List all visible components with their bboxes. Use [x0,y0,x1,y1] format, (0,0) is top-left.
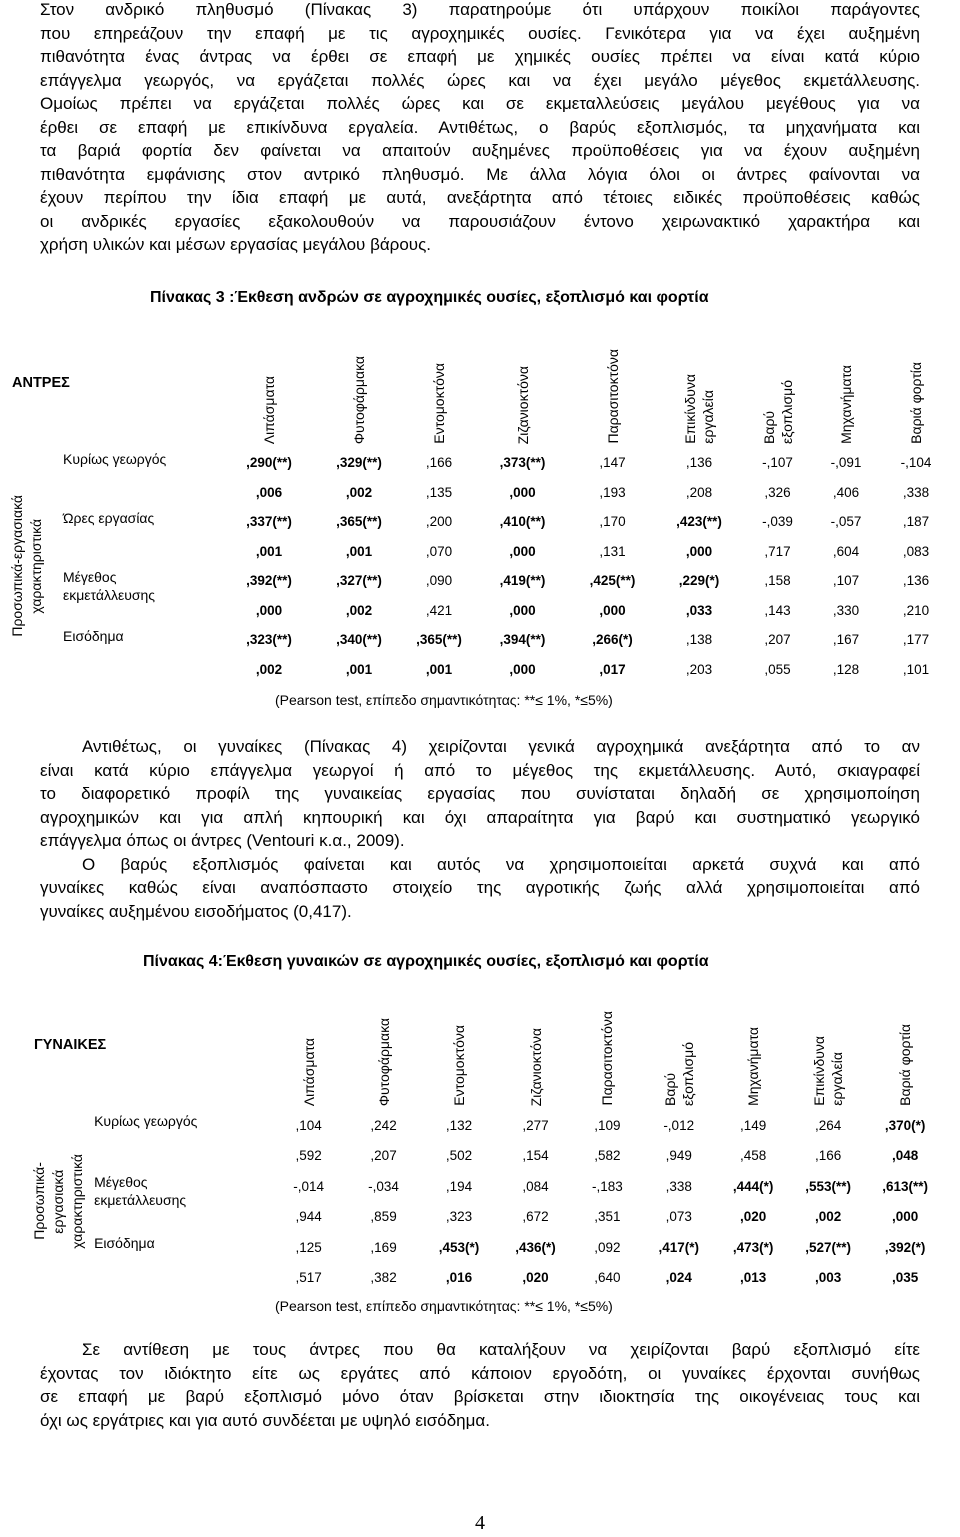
table4-note: (Pearson test, επίπεδο σημαντικότητας: **≤ 1%, *≤5%) [275,1298,613,1314]
correlation-cell: ,107 [832,573,860,589]
significance-cell: ,143 [764,602,791,618]
column-header-label: Εντομοκτόνα [451,1025,468,1106]
paragraph-line: Ο βαρύς εξοπλισμός φαίνεται και αυτός να χρησιμοποιείται αρκετά συχνά και από [82,854,920,874]
column-header [420,980,499,1110]
significance-cell: ,131 [599,543,626,559]
significance-cell: ,193 [599,484,626,500]
significance-cell: ,020 [740,1209,767,1225]
column-header [791,980,865,1110]
correlation-cell: ,444(*) [732,1178,774,1194]
significance-cell: ,326 [764,484,791,500]
significance-cell: ,101 [902,661,930,677]
correlation-cell: ,242 [370,1117,397,1133]
correlation-cell: ,419(**) [499,573,546,589]
correlation-cell: ,090 [425,573,453,589]
significance-cell: ,382 [370,1270,397,1286]
column-header [347,980,419,1110]
row-label-line: Κυρίως γεωργός [63,451,167,467]
paragraph-line: πιθανότητα ένας άντρας να έρθει σε επαφή με χημικές ουσίες πρέπει να είναι κατά κύριο [40,47,920,66]
row-group-label [30,1110,94,1293]
significance-cell: ,640 [594,1270,621,1286]
table-row [30,1232,945,1263]
significance-cell: ,582 [594,1148,621,1164]
column-header [475,318,570,448]
paragraph-line: τα βαριά φορτία δεν φαίνεται να απαιτούν αυξημένες προϋποθέσεις για να έχουν αυξημένη [40,141,920,160]
significance-cell: ,502 [445,1148,473,1164]
paragraph-line: που επηρεάζουν την επαφή με τις αγροχημικές ουσίες. Γενικότερα για να έχει αυξημένη [40,23,920,43]
correlation-cell: ,423(**) [676,514,722,530]
significance-cell: ,001 [425,661,453,677]
row-group-label-line: εργασιακά [50,1169,66,1234]
table3 [8,318,952,684]
row-label-line: Εισόδημα [94,1235,155,1251]
paragraph-line: έχοντας τον ιδιόκτητο είτε ως εργάτες από κάποιον εργοδότη, οι γυναίκες έρχονται συνήθως [40,1363,920,1383]
significance-cell: ,000 [509,661,536,677]
correlation-cell: ,092 [594,1239,621,1255]
correlation-cell: ,207 [764,632,791,648]
paragraph-line: πιθανότητα εμφάνισης στον αντρικό πληθυσμό. Με άλλα λόγια όλοι οι άντρες φαίνονται να [40,164,920,184]
row-label-line: εκμετάλλευσης [63,587,156,603]
significance-cell: ,013 [740,1270,767,1286]
correlation-cell: ,187 [902,514,930,530]
correlation-cell: ,613(**) [882,1178,929,1194]
column-header-line: εργαλεία [829,1052,846,1106]
paragraph-line: έρθει σε επαφή με επικίνδυνα εργαλεία. Αντιθέτως, ο βαρύς εξοπλισμός, τα μηχανήματα και [40,117,920,137]
table-header-row [8,318,952,448]
column-header-label: Παρασιτοκτόνα [599,1011,616,1106]
column-header [655,318,743,448]
column-header-label [810,1036,846,1106]
column-header-line: Επικίνδυνα [682,374,699,444]
column-header-label [681,374,717,444]
significance-cell: ,135 [425,484,453,500]
correlation-cell: ,394(**) [499,632,546,648]
paragraph-line: επάγγελμα όπως οι άντρες (Ventouri κ.α., 2009). [40,831,405,850]
significance-cell: ,210 [902,602,930,618]
column-header [880,318,952,448]
correlation-cell: ,436(*) [515,1239,556,1255]
significance-cell: ,949 [665,1148,692,1164]
table-row [30,1110,945,1141]
table4 [30,980,945,1293]
significance-cell: ,017 [599,661,626,677]
significance-cell: ,330 [832,602,860,618]
table3-caption: Πίνακας 3 :Έκθεση ανδρών σε αγροχημικές ουσίες, εξοπλισμό και φορτία [150,289,709,306]
correlation-cell: ,264 [814,1117,842,1133]
column-header-label: Φυτοφάρμακα [375,1017,392,1106]
correlation-cell: ,177 [902,632,930,648]
column-header [498,980,572,1110]
column-header [315,318,403,448]
significance-cell: ,421 [425,602,453,618]
correlation-cell: -,057 [830,514,862,530]
correlation-cell: -,107 [762,455,793,471]
significance-cell: ,070 [425,543,453,559]
significance-cell: ,859 [370,1209,397,1225]
significance-cell: ,208 [685,484,713,500]
correlation-cell: ,109 [594,1117,621,1133]
significance-cell: ,002 [345,602,373,618]
correlation-cell: ,453(*) [438,1239,480,1255]
paragraph-conclusion [40,1338,920,1432]
column-header-line: Βαρύ [661,1072,678,1106]
paragraph-line: Στον ανδρικό πληθυσμό (Πίνακας 3) παρατηρούμε ότι υπάρχουν ποικίλοι παράγοντες [40,0,920,19]
paragraph-women [40,735,920,923]
significance-cell: ,128 [832,661,860,677]
column-header-label: Φυτοφάρμακα [351,355,368,444]
significance-cell: ,001 [255,543,283,559]
correlation-cell: -,183 [591,1178,623,1194]
column-header-label: Μηχανήματα [838,365,855,444]
column-header-label: Ζιζανιοκτόνα [527,1027,544,1106]
column-header [865,980,945,1110]
correlation-cell: -,014 [293,1178,325,1194]
significance-cell: ,083 [902,543,930,559]
column-header-line: Επικίνδυνα [811,1036,828,1106]
significance-cell: ,166 [814,1148,842,1164]
correlation-cell: ,200 [425,514,453,530]
correlation-cell: ,266(*) [592,632,633,648]
significance-cell: ,672 [522,1209,549,1225]
row-label-line: Ώρες εργασίας [63,510,155,526]
correlation-cell: -,104 [900,455,932,471]
column-header [743,318,812,448]
significance-cell: ,944 [295,1209,322,1225]
significance-cell: ,338 [902,484,930,500]
paragraph-line: Ομοίως πρέπει να εργάζεται πολλές ώρες και σε εκμεταλλεύσεις μεγάλου μεγέθους για να [40,94,920,113]
table-row [8,507,952,537]
correlation-cell: ,373(**) [499,455,546,471]
significance-cell: ,351 [594,1209,621,1225]
significance-cell: ,517 [295,1270,322,1286]
significance-cell: ,002 [345,484,373,500]
significance-cell: ,001 [345,661,373,677]
row-label-line: Μέγεθος [94,1174,148,1190]
correlation-cell: ,158 [764,573,791,589]
correlation-cell: ,147 [599,455,626,471]
column-header-label: Βαριά φορτία [897,1024,914,1106]
correlation-cell: ,340(**) [336,632,382,648]
correlation-cell: ,138 [685,632,713,648]
column-header [570,318,655,448]
significance-cell: ,000 [255,602,283,618]
correlation-cell: ,553(**) [805,1178,851,1194]
row-label [63,507,223,566]
paragraph-line: οι ανδρικές εργασίες εξακολουθούν να παρουσιάζουν έντονο χειρωνακτικό χαρακτήρα και [40,211,920,231]
correlation-cell: ,365(**) [336,514,382,530]
table-header-row [30,980,945,1110]
correlation-cell: ,125 [295,1239,322,1255]
column-header-label: Μηχανήματα [745,1027,762,1106]
column-header [573,980,642,1110]
row-label [94,1171,270,1232]
paragraph-line: γυναίκες καθώς είναι αναπόσπαστο στοιχείο της αγροτικής ζωής αλλά χρησιμοποιείται από [40,878,920,897]
paragraph-line: σε επαφή με βαρύ εξοπλισμό μόνο όταν βρίσκεται στην ιδιοκτησία της οικογένειας τους και [40,1387,920,1406]
row-label-line: εκμετάλλευσης [94,1192,187,1208]
significance-cell: ,406 [832,484,860,500]
paragraph-intro-men [40,0,920,257]
correlation-cell: ,170 [599,514,626,530]
correlation-cell: ,136 [685,455,713,471]
row-group-label-line: χαρακτηριστικά [69,1154,85,1249]
row-group-label-line: Προσωπικά-εργασιακά [9,495,25,637]
row-group-label-line: χαρακτηριστικά [28,518,44,614]
row-label [63,625,223,684]
significance-cell: ,073 [665,1209,692,1225]
paragraph-line: επάγγελμα γεωργός, να εργάζεται πολλές ώρες και να έχει μεγάλο μέγεθος εκμετάλλευσης. [40,70,920,90]
paragraph-line: όχι ως εργάτριες και για αυτό συνδέεται με υψηλό εισόδημα. [40,1410,490,1430]
correlation-cell: ,149 [740,1117,767,1133]
column-header-label [760,380,796,444]
table-row [8,566,952,596]
correlation-cell: ,329(**) [336,455,382,471]
significance-cell: ,458 [740,1148,767,1164]
table-row [8,625,952,655]
row-label [63,566,223,625]
significance-cell: ,000 [509,484,536,500]
significance-cell: ,000 [685,543,713,559]
paragraph-line: αγροχημικών και για απλή κηπουρική και όχι απαραίτητα για βαρύ και συστηματικό γεωργικό [40,807,920,827]
significance-cell: ,207 [370,1148,397,1164]
column-header-label: Εντομοκτόνα [431,363,448,444]
paragraph-line: Αντιθέτως, οι γυναίκες (Πίνακας 4) χειρίζονται γενικά αγροχημικά ανεξάρτητα από το αν [82,737,920,756]
correlation-cell: ,337(**) [246,514,292,530]
row-label [63,448,223,507]
correlation-cell: ,167 [832,632,860,648]
column-header-line: εξοπλισμό [778,380,795,444]
correlation-cell: ,473(*) [732,1239,774,1255]
paragraph-line: είναι κατά κύριο επάγγελμα γεωργοί ή από το μέγεθος της εκμετάλλευσης. Αυτό, σκιαγραφεί [40,760,920,780]
column-header-line: Βαρύ [760,410,777,444]
correlation-cell: ,527(**) [805,1239,851,1255]
significance-cell: ,592 [295,1148,322,1164]
column-header-label: Βαριά φορτία [908,362,925,444]
correlation-cell: -,034 [368,1178,399,1194]
correlation-cell: ,392(**) [246,573,292,589]
paragraph-line: γυναίκες αυξημένου εισοδήματος (0,417). [40,901,352,921]
paragraph-line: Σε αντίθεση με τους άντρες που θα καταλήξουν να χειρίζονται βαρύ εξοπλισμό είτε [82,1340,920,1359]
row-group-label [8,448,63,684]
correlation-cell: ,370(*) [884,1117,926,1133]
paragraph-line: το διαφορετικό προφίλ της γυναικείας εργασίας που συνίσταται δηλαδή σε χρησιμοποίηση [40,784,920,803]
significance-cell: ,024 [665,1270,692,1286]
column-header-line: εξοπλισμό [679,1042,696,1106]
column-header-label: Λιπάσματα [261,375,278,444]
correlation-cell: ,166 [425,455,453,471]
table4-caption: Πίνακας 4:Έκθεση γυναικών σε αγροχημικές ουσίες, εξοπλισμό και φορτία [143,953,709,970]
correlation-cell: ,169 [370,1239,397,1255]
paragraph-line: χρήση υλικών και μέσων εργασίας μεγάλου βάρους. [40,235,432,254]
significance-cell: ,033 [685,602,713,618]
column-header-line: εργαλεία [700,390,717,444]
column-header-label: Ζιζανιοκτόνα [514,365,531,444]
correlation-cell: ,425(**) [589,573,636,589]
correlation-cell: ,194 [445,1178,473,1194]
column-header [715,980,790,1110]
column-header-label: Λιπάσματα [300,1037,317,1106]
significance-cell: ,002 [814,1209,842,1225]
significance-cell: ,203 [685,661,713,677]
correlation-cell: ,132 [445,1117,473,1133]
correlation-cell: ,417(*) [658,1239,699,1255]
significance-cell: ,055 [764,661,791,677]
significance-cell: ,000 [599,602,626,618]
significance-cell: ,006 [255,484,283,500]
correlation-cell: ,277 [522,1117,549,1133]
correlation-cell: -,039 [762,514,793,530]
row-label-line: Μέγεθος [63,569,117,585]
correlation-cell: -,012 [663,1117,695,1133]
row-label [94,1110,270,1171]
correlation-cell: ,323(**) [246,632,292,648]
significance-cell: ,323 [445,1209,473,1225]
correlation-cell: ,327(**) [336,573,382,589]
table-corner-label: ΓΥΝΑΙΚΕΣ [34,1037,107,1053]
significance-cell: ,001 [345,543,373,559]
correlation-cell: ,338 [665,1178,692,1194]
row-label-line: Κυρίως γεωργός [94,1113,198,1129]
correlation-cell: ,392(*) [884,1239,926,1255]
significance-cell: ,048 [892,1148,919,1164]
column-header-label [661,1042,697,1106]
column-header [223,318,315,448]
paragraph-line: έχουν περίπου την ίδια επαφή με αυτά, ανεξάρτητα από τέτοιες ειδικές προϋποθέσεις καθώς [40,188,920,207]
column-header [812,318,880,448]
significance-cell: ,000 [892,1209,919,1225]
significance-cell: ,020 [522,1270,549,1286]
significance-cell: ,717 [764,543,791,559]
column-header [403,318,475,448]
correlation-cell: ,136 [902,573,930,589]
correlation-cell: ,229(*) [678,573,720,589]
column-header [642,980,715,1110]
significance-cell: ,000 [509,602,536,618]
significance-cell: ,002 [255,661,283,677]
row-group-label-line: Προσωπικά- [31,1162,47,1241]
column-header-label: Παρασιτοκτόνα [604,349,621,444]
significance-cell: ,035 [892,1270,919,1286]
table-corner-label: ΑΝΤΡΕΣ [12,375,70,391]
correlation-cell: ,365(**) [416,632,462,648]
correlation-cell: ,410(**) [499,514,546,530]
table-row [30,1171,945,1202]
correlation-cell: ,104 [295,1117,322,1133]
page-number: 4 [475,1512,485,1534]
correlation-cell: ,084 [522,1178,549,1194]
row-label-line: Εισόδημα [63,628,124,644]
table-row [8,448,952,478]
table3-note: (Pearson test, επίπεδο σημαντικότητας: **≤ 1%, *≤5%) [275,692,613,708]
row-label [94,1232,270,1293]
correlation-cell: ,290(**) [246,455,292,471]
significance-cell: ,154 [522,1148,549,1164]
significance-cell: ,016 [445,1270,473,1286]
significance-cell: ,604 [832,543,860,559]
significance-cell: ,000 [509,543,536,559]
correlation-cell: -,091 [830,455,862,471]
significance-cell: ,003 [814,1270,842,1286]
column-header [270,980,348,1110]
